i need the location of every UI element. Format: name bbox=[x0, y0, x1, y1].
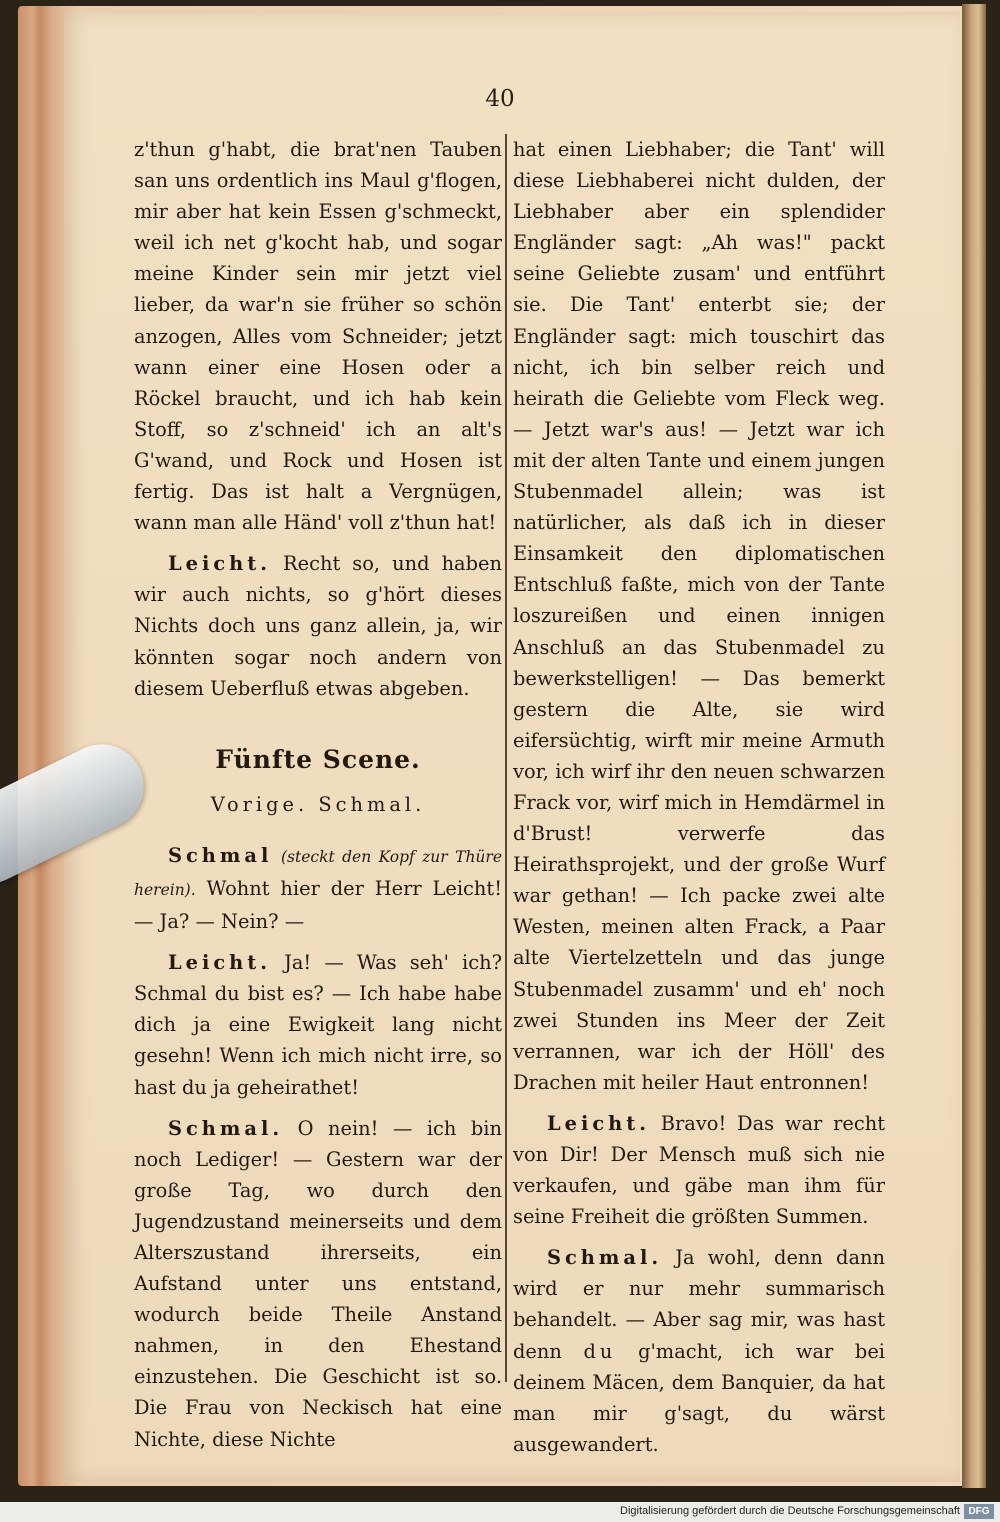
speaker-name: Leicht. bbox=[168, 951, 271, 975]
dialogue-text: Ja wohl, denn dann wird er nur mehr summarisch behandelt. — Aber sag mir, was hast denn bbox=[513, 1246, 885, 1363]
speaker-name: Schmal bbox=[168, 843, 273, 867]
dialogue-text: Bravo! Das war recht von Dir! Der Mensch muß sich nie verkaufen, und gäbe man ihm für seine Freiheit die größten Summen. bbox=[513, 1111, 885, 1229]
column-divider bbox=[505, 134, 507, 1382]
stage-direction: (steckt den Kopf zur Thüre herein). bbox=[134, 847, 502, 899]
speaker-name: Schmal. bbox=[547, 1246, 663, 1270]
dialogue-schmal-2 bbox=[134, 1113, 502, 1455]
book-spine-edge bbox=[962, 4, 986, 1488]
dialogue-leicht-1 bbox=[134, 548, 502, 703]
dfg-logo-icon: DFG bbox=[964, 1504, 994, 1519]
scene-persons: Vorige. Schmal. bbox=[210, 792, 426, 816]
right-column bbox=[513, 134, 885, 1460]
scene-title: Fünfte Scene. bbox=[215, 744, 421, 774]
dialogue-leicht-2 bbox=[134, 947, 502, 1102]
dialogue-text: g'macht, ich war bei deinem Mäcen, dem Banquier, da hat man mir g'sagt, du wärst ausgewandert. bbox=[513, 1339, 886, 1456]
speaker-name: Schmal. bbox=[168, 1116, 284, 1140]
paragraph-continued: hat einen Liebhaber; die Tant' will diese Liebhaberei nicht dulden, der Liebhaber aber ein splendider Engländer sagt: „Ah was!" packt seine Geliebte zusam' und entführt sie. Die Tant' enterbt sie; der Engländer sagt: mich touschirt das nicht, ich bin selber reich und heirath die Geliebte vom Fleck weg. — Jetzt war's aus! — Jetzt war ich mit der alten Tante und einem jungen Stubenmadel allein; was ist natürlicher, als daß ich in dieser Einsamkeit den diplomatischen Entschluß faßte, mich von der Tante loszureißen und einen innigen Anschluß an das Stubenmadel zu bewerkstelligen! — Das bemerkt gestern die Alte, sie wird eifersüchtig, wirft mir meine Armuth vor, ich wirf ihr den neuen schwarzen Frack vor, wirf mich in Hemdärmel in d'Brust! verwerfe das Heirathsprojekt, und der große Wurf war gethan! — Ich packe zwei alte Westen, meinen alten Frack, a Paar alte Viertelzetteln und das junge Stubenmadel zusamm' und eh' noch zwei Stunden ins Meer der Zeit verrannen, war ich der Höll' des Drachen mit heiler Haut entronnen! bbox=[513, 138, 885, 1094]
page-number: 40 bbox=[485, 86, 515, 112]
dialogue-text: Recht so, und haben wir auch nichts, so g'hört dieses Nichts doch uns ganz allein, ja, wir könnten sogar noch andern von diesem Ueberfluß etwas abgeben. bbox=[134, 552, 502, 700]
speaker-name: Leicht. bbox=[168, 552, 271, 576]
dialogue-text: O nein! — ich bin noch Lediger! — Gestern war der große Tag, wo durch den Jugendzustand meinerseits und dem Alterszustand ihrerseits, ein Aufstand unter uns entstand, wodurch beide Theile Anstand nahmen, in den Ehestand einzustehen. Die Geschicht ist so. Die Frau von Neckisch hat eine Nichte, diese Nichte bbox=[134, 1116, 502, 1451]
footer-bar bbox=[0, 1502, 1000, 1522]
digitization-credit: Digitalisierung gefördert durch die Deutsche Forschungsgemeinschaft bbox=[620, 1505, 960, 1517]
dialogue-schmal-1 bbox=[134, 840, 502, 937]
dialogue-leicht-3 bbox=[513, 1108, 885, 1232]
emphasized-word: du bbox=[583, 1339, 617, 1363]
dialogue-text: Wohnt hier der Herr Leicht! — Ja? — Nein? — bbox=[134, 876, 502, 934]
dialogue-schmal-3 bbox=[513, 1242, 885, 1460]
speaker-name: Leicht. bbox=[547, 1111, 650, 1135]
left-column bbox=[134, 134, 502, 1455]
dialogue-text: Ja! — Was seh' ich? Schmal du bist es? — Ich habe habe dich ja eine Ewigkeit lang nicht gesehn! Wenn ich mich nicht irre, so hast du ja geheirathet! bbox=[134, 951, 502, 1099]
paragraph-continued: z'thun g'habt, die brat'nen Tauben san uns ordentlich ins Maul g'flogen, mir aber hat kein Essen g'schmeckt, weil ich net g'kocht hab, und sogar meine Kinder sein mir jetzt viel lieber, da war'n sie früher so schön anzogen, Alles vom Schneider; jetzt wann einer eine Hosen oder a Röckel braucht, und ich hab kein Stoff, so z'schneid' ich an alt's G'wand, und Rock und Hosen ist fertig. Das ist halt a Vergnügen, wann man alle Händ' voll z'thun hat! bbox=[134, 138, 502, 535]
